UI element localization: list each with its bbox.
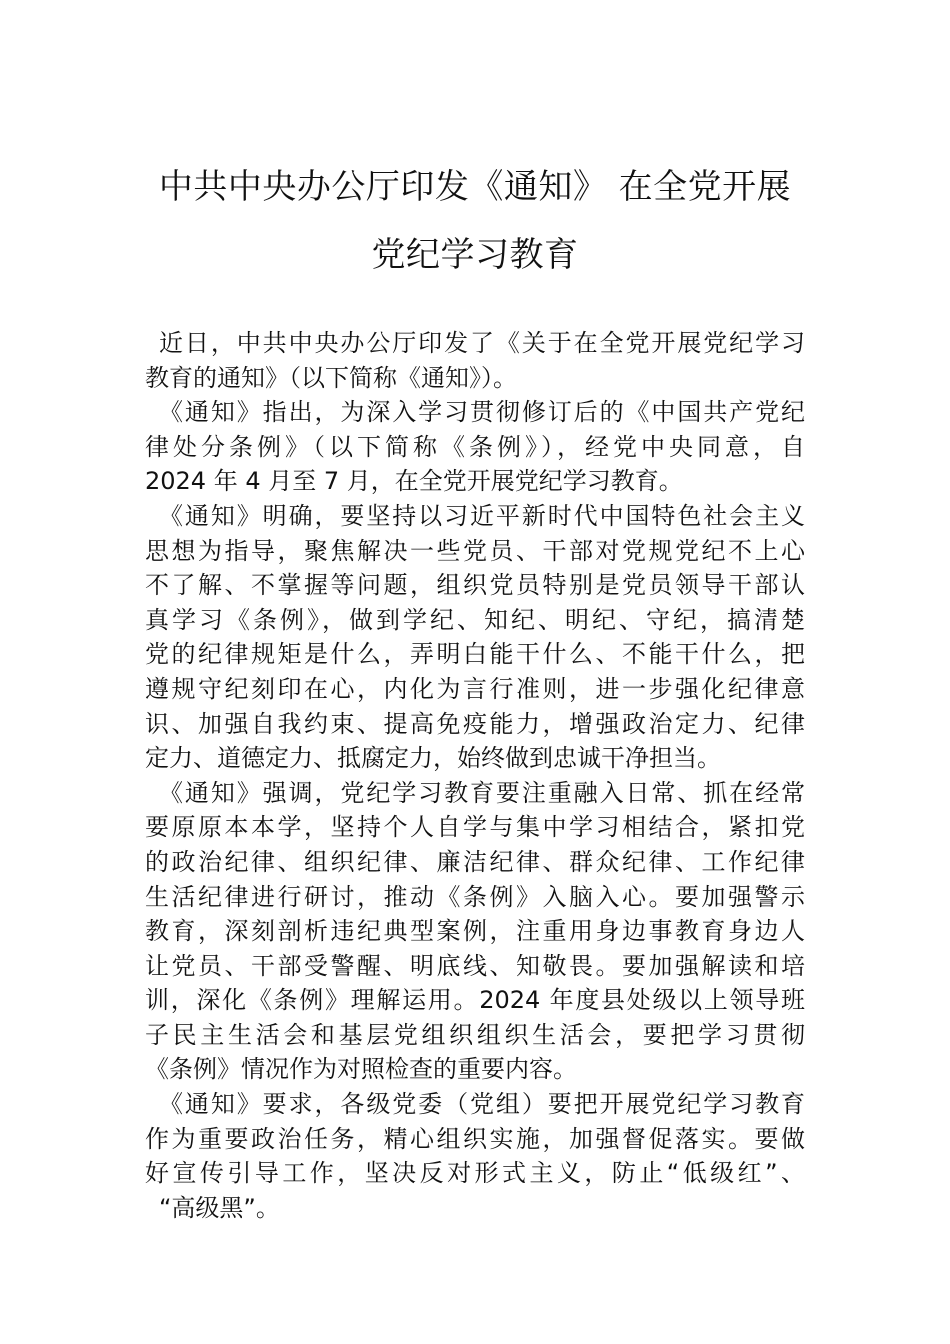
paragraph-line: 定力、道德定力、抵腐定力，始终做到忠诚干净担当。: [145, 744, 721, 773]
paragraph-line: 识、加强自我约束、提高免疫能力，增强政治定力、纪律: [145, 709, 805, 738]
paragraph-line: 教育的通知》（以下简称《通知》）。: [145, 363, 517, 392]
paragraph-line: 让党员、干部受警醒、明底线、知敬畏。要加强解读和培: [145, 951, 805, 980]
paragraph-line: 2024 年 4 月至 7 月，在全党开展党纪学习教育。: [145, 467, 683, 496]
paragraph-line: 《通知》强调，党纪学习教育要注重融入日常、抓在经常: [159, 778, 805, 807]
paragraph-line: 《条例》情况作为对照检查的重要内容。: [145, 1055, 577, 1084]
document-title-line-1: 中共中央办公厅印发《通知》 在全党开展: [158, 167, 792, 207]
paragraph-line: 思想为指导，聚焦解决一些党员、干部对党规党纪不上心: [145, 536, 805, 565]
paragraph-line: 《通知》明确，要坚持以习近平新时代中国特色社会主义: [159, 501, 805, 530]
paragraph-line: 作为重要政治任务，精心组织实施，加强督促落实。要做: [145, 1124, 805, 1153]
paragraph-4: [145, 776, 805, 1087]
document-title-line-2: 党纪学习教育: [371, 235, 579, 275]
paragraph-line: 教育，深刻剖析违纪典型案例，注重用身边事教育身边人: [145, 917, 805, 946]
paragraph-line: 训，深化《条例》理解运用。2024 年度县处级以上领导班: [145, 986, 805, 1015]
paragraph-line: “高级黑”。: [159, 1193, 280, 1222]
paragraph-line: 真学习《条例》，做到学纪、知纪、明纪、守纪，搞清楚: [145, 605, 805, 634]
paragraph-line: 近日，中共中央办公厅印发了《关于在全党开展党纪学习: [159, 329, 805, 357]
paragraph-line: 遵规守纪刻印在心，内化为言行准则，进一步强化纪律意: [145, 674, 805, 703]
paragraph-line: 生活纪律进行研讨，推动《条例》入脑入心。要加强警示: [145, 882, 805, 911]
paragraph-1: [145, 326, 805, 395]
paragraph-3: [145, 499, 805, 776]
paragraph-line: 子民主生活会和基层党组织组织生活会，要把学习贯彻: [145, 1020, 805, 1049]
paragraph-line: 《通知》要求，各级党委（党组）要把开展党纪学习教育: [159, 1090, 805, 1119]
paragraph-line: 党的纪律规矩是什么，弄明白能干什么、不能干什么，把: [145, 640, 805, 669]
document-body: [145, 326, 805, 1225]
paragraph-2: [145, 395, 805, 499]
paragraph-5: [145, 1087, 805, 1225]
paragraph-line: 不了解、不掌握等问题，组织党员特别是党员领导干部认: [145, 571, 805, 600]
paragraph-line: 律处分条例》（以下简称《条例》），经党中央同意，自: [145, 432, 805, 461]
paragraph-line: 《通知》指出，为深入学习贯彻修订后的《中国共产党纪: [159, 398, 805, 427]
paragraph-line: 好宣传引导工作，坚决反对形式主义，防止“低级红”、: [145, 1159, 805, 1188]
paragraph-line: 的政治纪律、组织纪律、廉洁纪律、群众纪律、工作纪律: [145, 847, 805, 876]
paragraph-line: 要原原本本学，坚持个人自学与集中学习相结合，紧扣党: [145, 813, 805, 842]
